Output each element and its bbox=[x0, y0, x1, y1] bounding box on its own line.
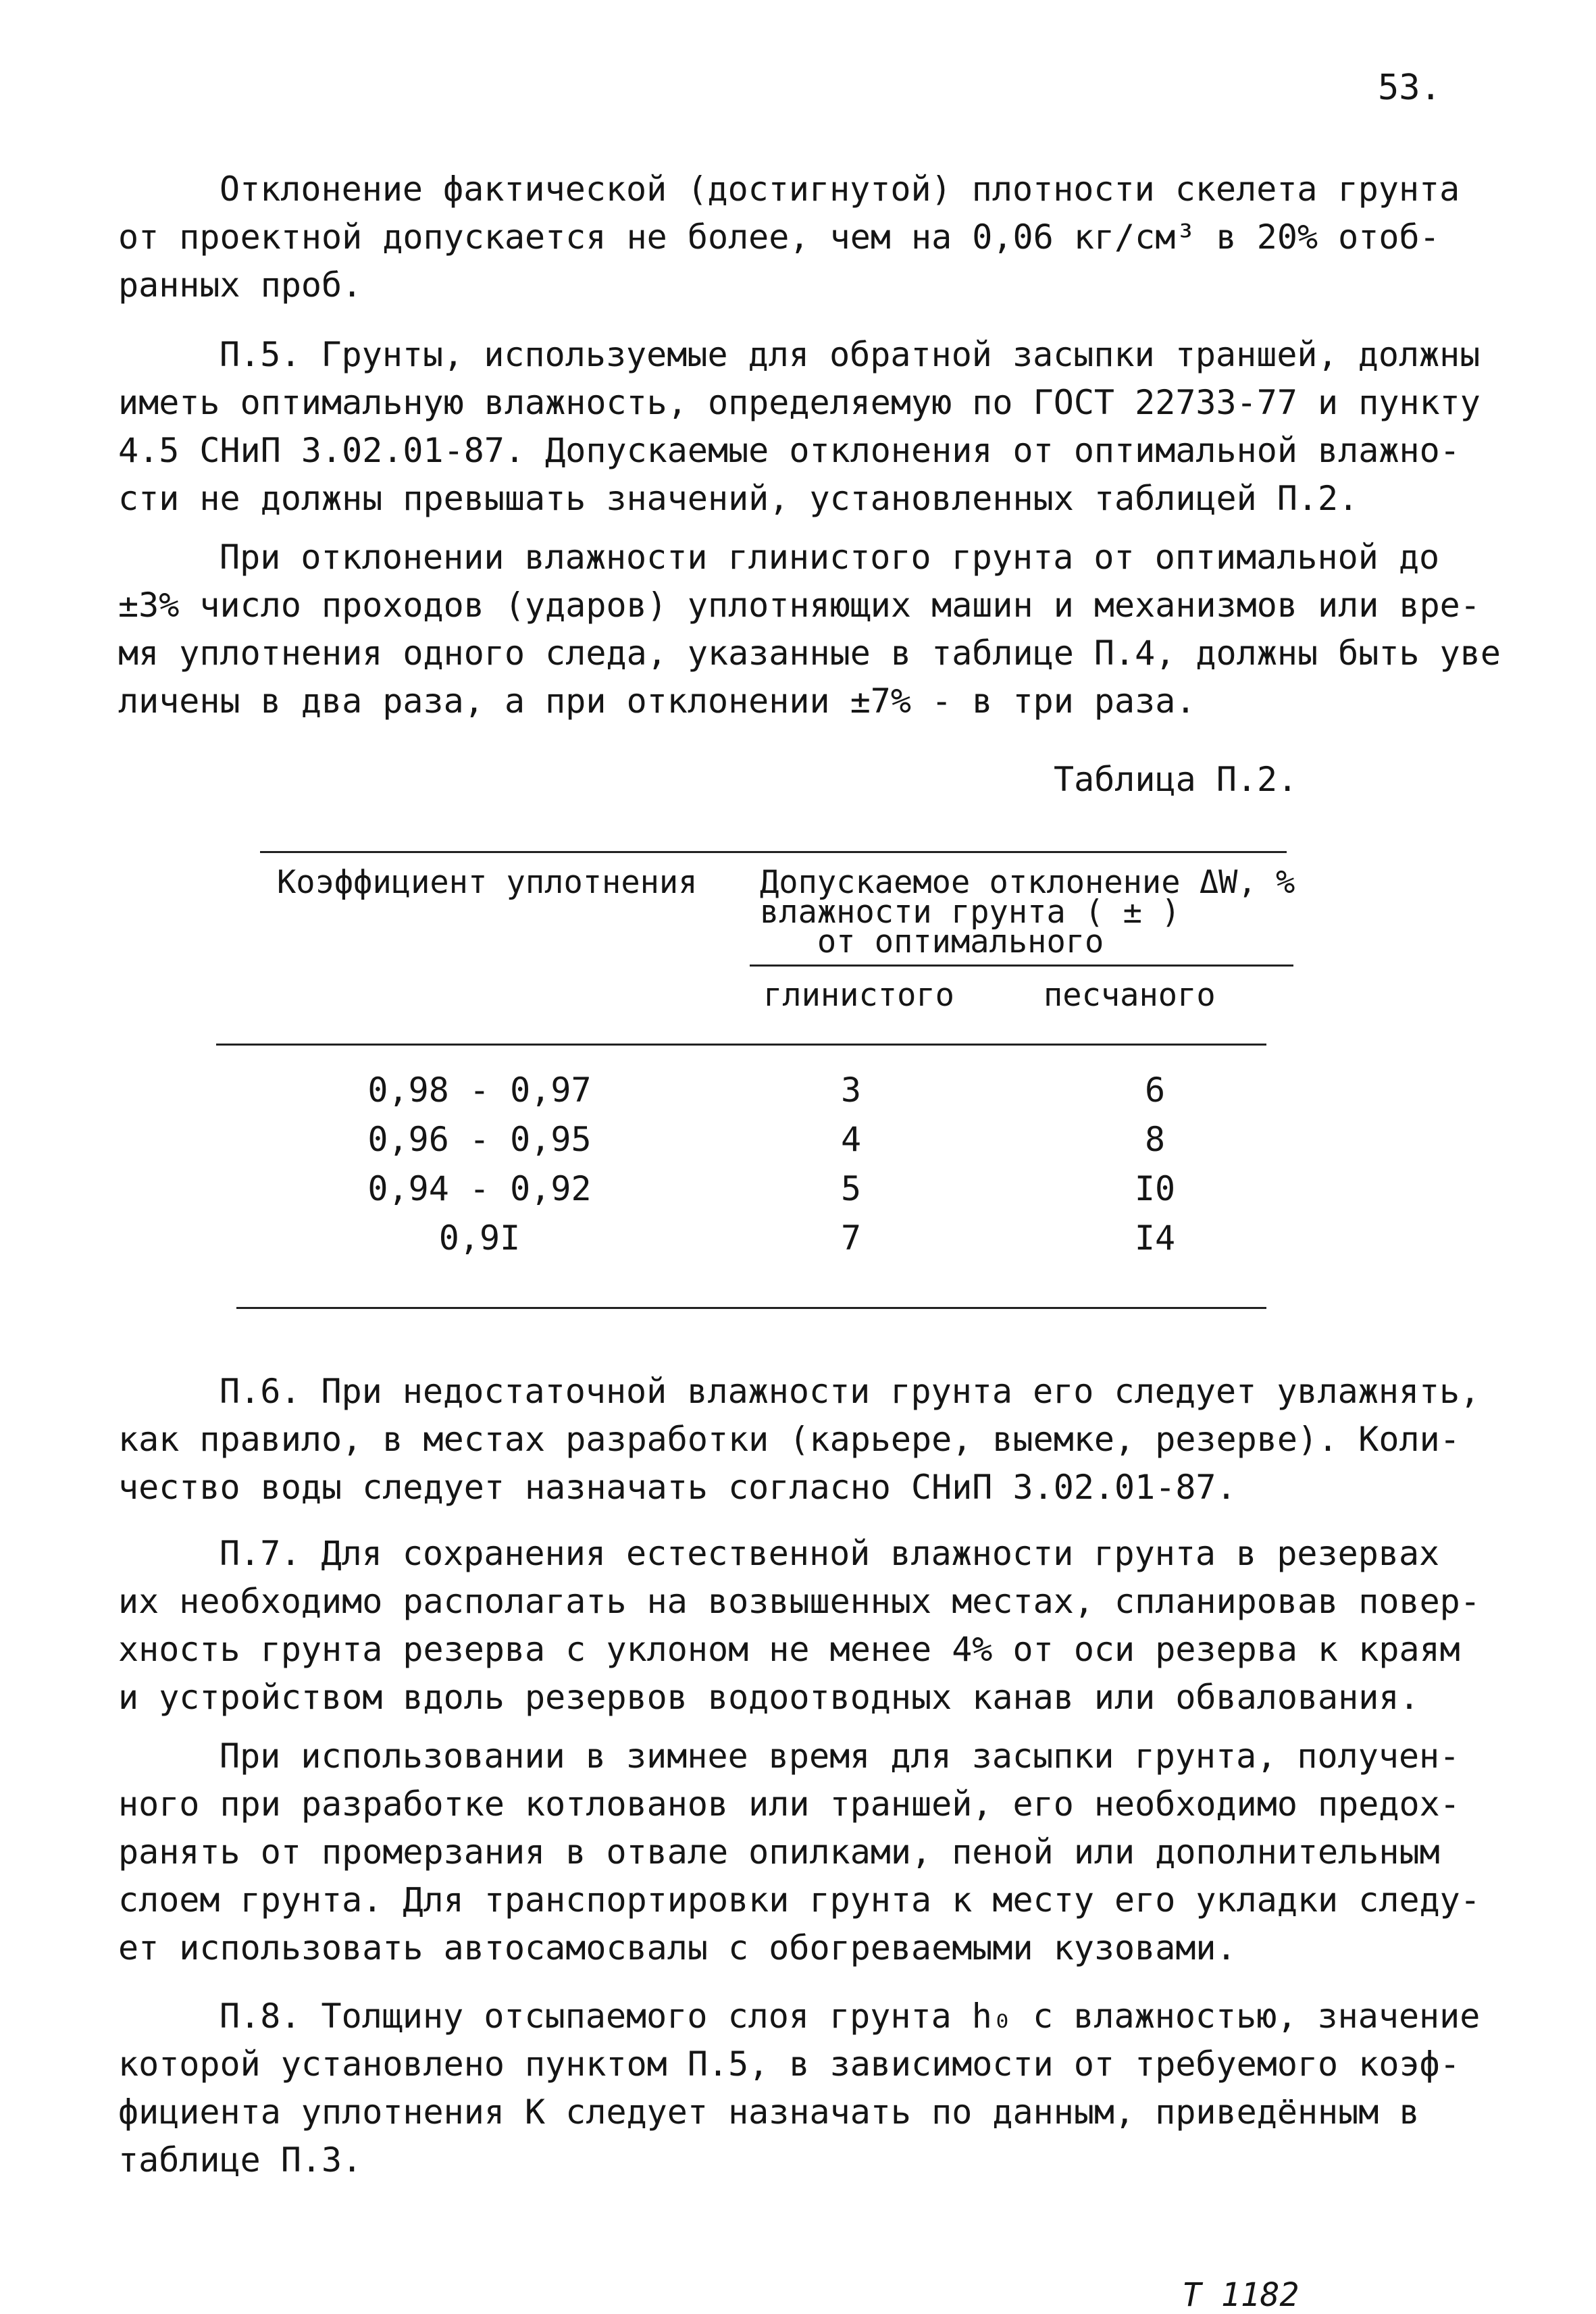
table-bottom-rule bbox=[236, 1307, 1266, 1309]
subheader-rule bbox=[750, 965, 1293, 967]
text-line: чество воды следует назначать согласно СНиП 3.02.01-87. bbox=[118, 1468, 1237, 1507]
cell-clay: 3 bbox=[840, 1071, 862, 1110]
cell-clay: 5 bbox=[840, 1169, 862, 1208]
text-line: П.6. При недостаточной влажности грунта его следует увлажнять, bbox=[220, 1372, 1481, 1411]
text-line: мя уплотнения одного следа, указанные в таблице П.4, должны быть уве bbox=[118, 634, 1501, 673]
table-top-rule bbox=[260, 851, 1287, 853]
table-caption: Таблица П.2. bbox=[1054, 760, 1298, 799]
cell-clay: 7 bbox=[840, 1218, 862, 1258]
text-line: При отклонении влажности глинистого грунта от оптимальной до bbox=[220, 538, 1440, 577]
cell-sand: 6 bbox=[1144, 1071, 1166, 1110]
header-moisture-deviation-line2: влажности грунта ( ± ) bbox=[760, 894, 1181, 931]
text-line: которой установлено пунктом П.5, в зависимости от требуемого коэф- bbox=[118, 2045, 1460, 2084]
cell-sand: I0 bbox=[1134, 1169, 1176, 1208]
paragraph-p7 bbox=[118, 1530, 1496, 1722]
cell-sand: 8 bbox=[1144, 1120, 1166, 1159]
text-line: хность грунта резерва с уклоном не менее 4% от оси резерва к краям bbox=[118, 1630, 1460, 1669]
cell-coefficient: 0,94 - 0,92 bbox=[367, 1169, 592, 1208]
footer-doc-number: Т 1182 bbox=[1182, 2276, 1299, 2314]
text-line: ет использовать автосамосвалы с обогреваемыми кузовами. bbox=[118, 1928, 1237, 1968]
text-line: Отклонение фактической (достигнутой) плотности скелета грунта bbox=[220, 170, 1460, 209]
cell-coefficient: 0,9I bbox=[438, 1218, 521, 1258]
text-line: ранять от промерзания в отвале опилками, пеной или дополнительным bbox=[118, 1832, 1440, 1872]
paragraph-winter-backfill bbox=[118, 1732, 1496, 1972]
paragraph-density-deviation bbox=[118, 165, 1496, 309]
text-line: фициента уплотнения К следует назначать по данным, приведённым в bbox=[118, 2092, 1420, 2132]
paragraph-p5 bbox=[118, 331, 1496, 523]
text-line: 4.5 СНиП 3.02.01-87. Допускаемые отклонения от оптимальной влажно- bbox=[118, 431, 1460, 470]
text-line: П.5. Грунты, используемые для обратной засыпки траншей, должны bbox=[220, 335, 1481, 374]
text-line: как правило, в местах разработки (карьере, выемке, резерве). Коли- bbox=[118, 1420, 1460, 1459]
text-line: таблице П.3. bbox=[118, 2140, 363, 2180]
text-line: слоем грунта. Для транспортировки грунта к месту его укладки следу- bbox=[118, 1880, 1481, 1920]
text-line: П.7. Для сохранения естественной влажности грунта в резервах bbox=[220, 1534, 1440, 1573]
subheader-clay: глинистого bbox=[763, 977, 954, 1014]
text-line: иметь оптимальную влажность, определяемую по ГОСТ 22733-77 и пункту bbox=[118, 383, 1481, 422]
text-line: ного при разработке котлованов или траншей, его необходимо предох- bbox=[118, 1784, 1460, 1824]
cell-clay: 4 bbox=[840, 1120, 862, 1159]
paragraph-p6 bbox=[118, 1368, 1496, 1512]
cell-coefficient: 0,96 - 0,95 bbox=[367, 1120, 592, 1159]
page-number: 53. bbox=[1378, 68, 1441, 108]
cell-sand: I4 bbox=[1134, 1218, 1176, 1258]
paragraph-clay-deviation bbox=[118, 534, 1501, 725]
text-line: их необходимо располагать на возвышенных местах, спланировав повер- bbox=[118, 1582, 1481, 1621]
header-moisture-deviation-line3: от оптимального bbox=[760, 923, 1104, 960]
header-compaction-coefficient: Коэффициент уплотнения bbox=[277, 864, 698, 901]
header-bottom-rule bbox=[216, 1044, 1266, 1046]
text-line: ±3% число проходов (ударов) уплотняющих машин и механизмов или вре- bbox=[118, 586, 1481, 625]
text-line: сти не должны превышать значений, установленных таблицей П.2. bbox=[118, 479, 1359, 518]
text-line: и устройством вдоль резервов водоотводных канав или обвалования. bbox=[118, 1678, 1420, 1717]
text-line: от проектной допускается не более, чем на 0,06 кг/см³ в 20% отоб- bbox=[118, 217, 1440, 257]
cell-coefficient: 0,98 - 0,97 bbox=[367, 1071, 592, 1110]
subheader-sand: песчаного bbox=[1044, 977, 1216, 1014]
text-line: При использовании в зимнее время для засыпки грунта, получен- bbox=[220, 1737, 1460, 1776]
paragraph-p8 bbox=[118, 1992, 1496, 2184]
text-line: П.8. Толщину отсыпаемого слоя грунта h₀ с влажностью, значение bbox=[220, 1997, 1481, 2036]
header-moisture-deviation: Допускаемое отклонение ΔW, % bbox=[760, 864, 1295, 901]
text-line: ранных проб. bbox=[118, 265, 363, 305]
text-line: личены в два раза, а при отклонении ±7% - в три раза. bbox=[118, 682, 1196, 721]
